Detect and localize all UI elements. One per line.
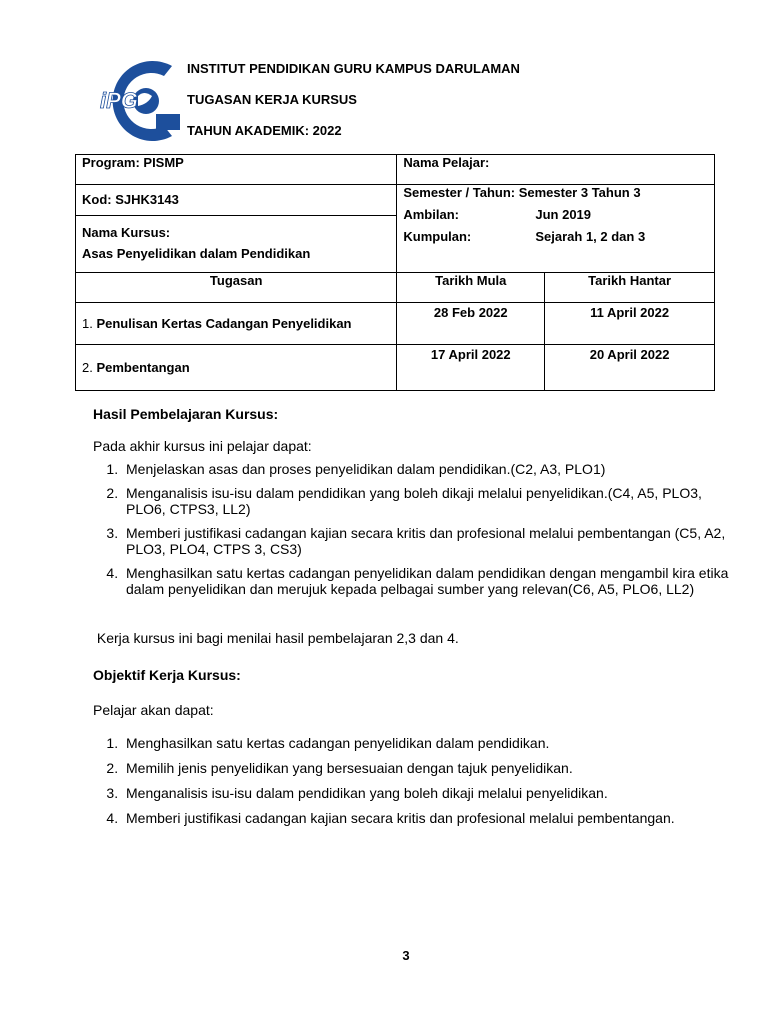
- objectives-list: [69, 735, 709, 831]
- col-header-due: Tarikh Hantar: [545, 273, 715, 303]
- task-number: 1.: [82, 316, 97, 331]
- student-name-cell: Nama Pelajar:: [397, 155, 715, 185]
- list-item: 1. Menghasilkan satu kertas cadangan penyelidikan dalam pendidikan.: [122, 735, 709, 751]
- objectives-intro: Pelajar akan dapat:: [93, 702, 214, 718]
- page-number: 3: [402, 948, 410, 963]
- ipg-logo: [94, 56, 192, 146]
- list-item: 2. Menganalisis isu-isu dalam pendidikan yang boleh dikaji melalui penyelidikan.(C4, A5, PLO3, PLO6, CTPS3, LL2): [122, 485, 729, 517]
- course-name-value: Asas Penyelidikan dalam Pendidikan: [82, 246, 311, 261]
- task-start-date: 17 April 2022: [397, 345, 545, 391]
- intake-label: Ambilan:: [403, 207, 459, 222]
- learning-outcomes-heading: Hasil Pembelajaran Kursus:: [93, 406, 279, 422]
- task-start-date: 28 Feb 2022: [397, 303, 545, 345]
- program-cell: Program: PISMP: [76, 155, 397, 185]
- semester-year: Semester / Tahun: Semester 3 Tahun 3: [403, 185, 641, 200]
- intake-value: Jun 2019: [535, 207, 592, 222]
- col-header-task: Tugasan: [76, 273, 397, 303]
- objectives-list-wrap: [69, 735, 709, 840]
- logo-text: iPG: [100, 88, 138, 113]
- task-number: 2.: [82, 360, 97, 375]
- task-due-date: 20 April 2022: [545, 345, 715, 391]
- list-item: 3. Menganalisis isu-isu dalam pendidikan yang boleh dikaji melalui penyelidikan.: [122, 785, 709, 801]
- semester-cell: [397, 185, 715, 273]
- group-value: Sejarah 1, 2 dan 3: [535, 229, 646, 244]
- col-header-start: Tarikh Mula: [397, 273, 545, 303]
- list-item: 3. Memberi justifikasi cadangan kajian secara kritis dan profesional melalui pembentangan (C5, A2, PLO3, PLO4, CTPS 3, CS3): [122, 525, 729, 557]
- task-name: Pembentangan: [96, 360, 190, 375]
- document-type: TUGASAN KERJA KURSUS: [187, 92, 357, 107]
- task-row: [76, 303, 715, 345]
- coursework-info-table: [75, 154, 715, 391]
- list-item: 4. Memberi justifikasi cadangan kajian secara kritis dan profesional melalui pembentangan.: [122, 805, 709, 831]
- learning-outcomes-intro: Pada akhir kursus ini pelajar dapat:: [93, 438, 312, 454]
- group-row: [403, 229, 708, 244]
- objectives-heading: Objektif Kerja Kursus:: [93, 667, 241, 683]
- task-name-cell: [76, 303, 397, 345]
- course-code: Kod: SJHK3143: [76, 185, 396, 216]
- task-row: [76, 345, 715, 391]
- task-name: Penulisan Kertas Cadangan Penyelidikan: [96, 316, 352, 331]
- learning-outcomes-list-wrap: [69, 461, 729, 605]
- assessment-note: Kerja kursus ini bagi menilai hasil pembelajaran 2,3 dan 4.: [93, 630, 459, 646]
- learning-outcomes-list: [69, 461, 729, 597]
- list-item: 2. Memilih jenis penyelidikan yang bersesuaian dengan tajuk penyelidikan.: [122, 760, 709, 776]
- institution-name: INSTITUT PENDIDIKAN GURU KAMPUS DARULAMAN: [187, 61, 520, 76]
- task-due-date: 11 April 2022: [545, 303, 715, 345]
- group-label: Kumpulan:: [403, 229, 472, 244]
- academic-year: TAHUN AKADEMIK: 2022: [187, 123, 342, 138]
- course-cell: [76, 185, 397, 273]
- intake-row: [403, 207, 708, 222]
- course-name-label: Nama Kursus:: [82, 225, 171, 240]
- list-item: 1. Menjelaskan asas dan proses penyelidikan dalam pendidikan.(C2, A3, PLO1): [122, 461, 729, 477]
- task-name-cell: [76, 345, 397, 391]
- list-item: 4. Menghasilkan satu kertas cadangan penyelidikan dalam pendidikan dengan mengambil kira etika dalam penyelidikan dan merujuk kepada pelbagai sumber yang relevan(C6, A5, PLO6, LL2): [122, 565, 729, 597]
